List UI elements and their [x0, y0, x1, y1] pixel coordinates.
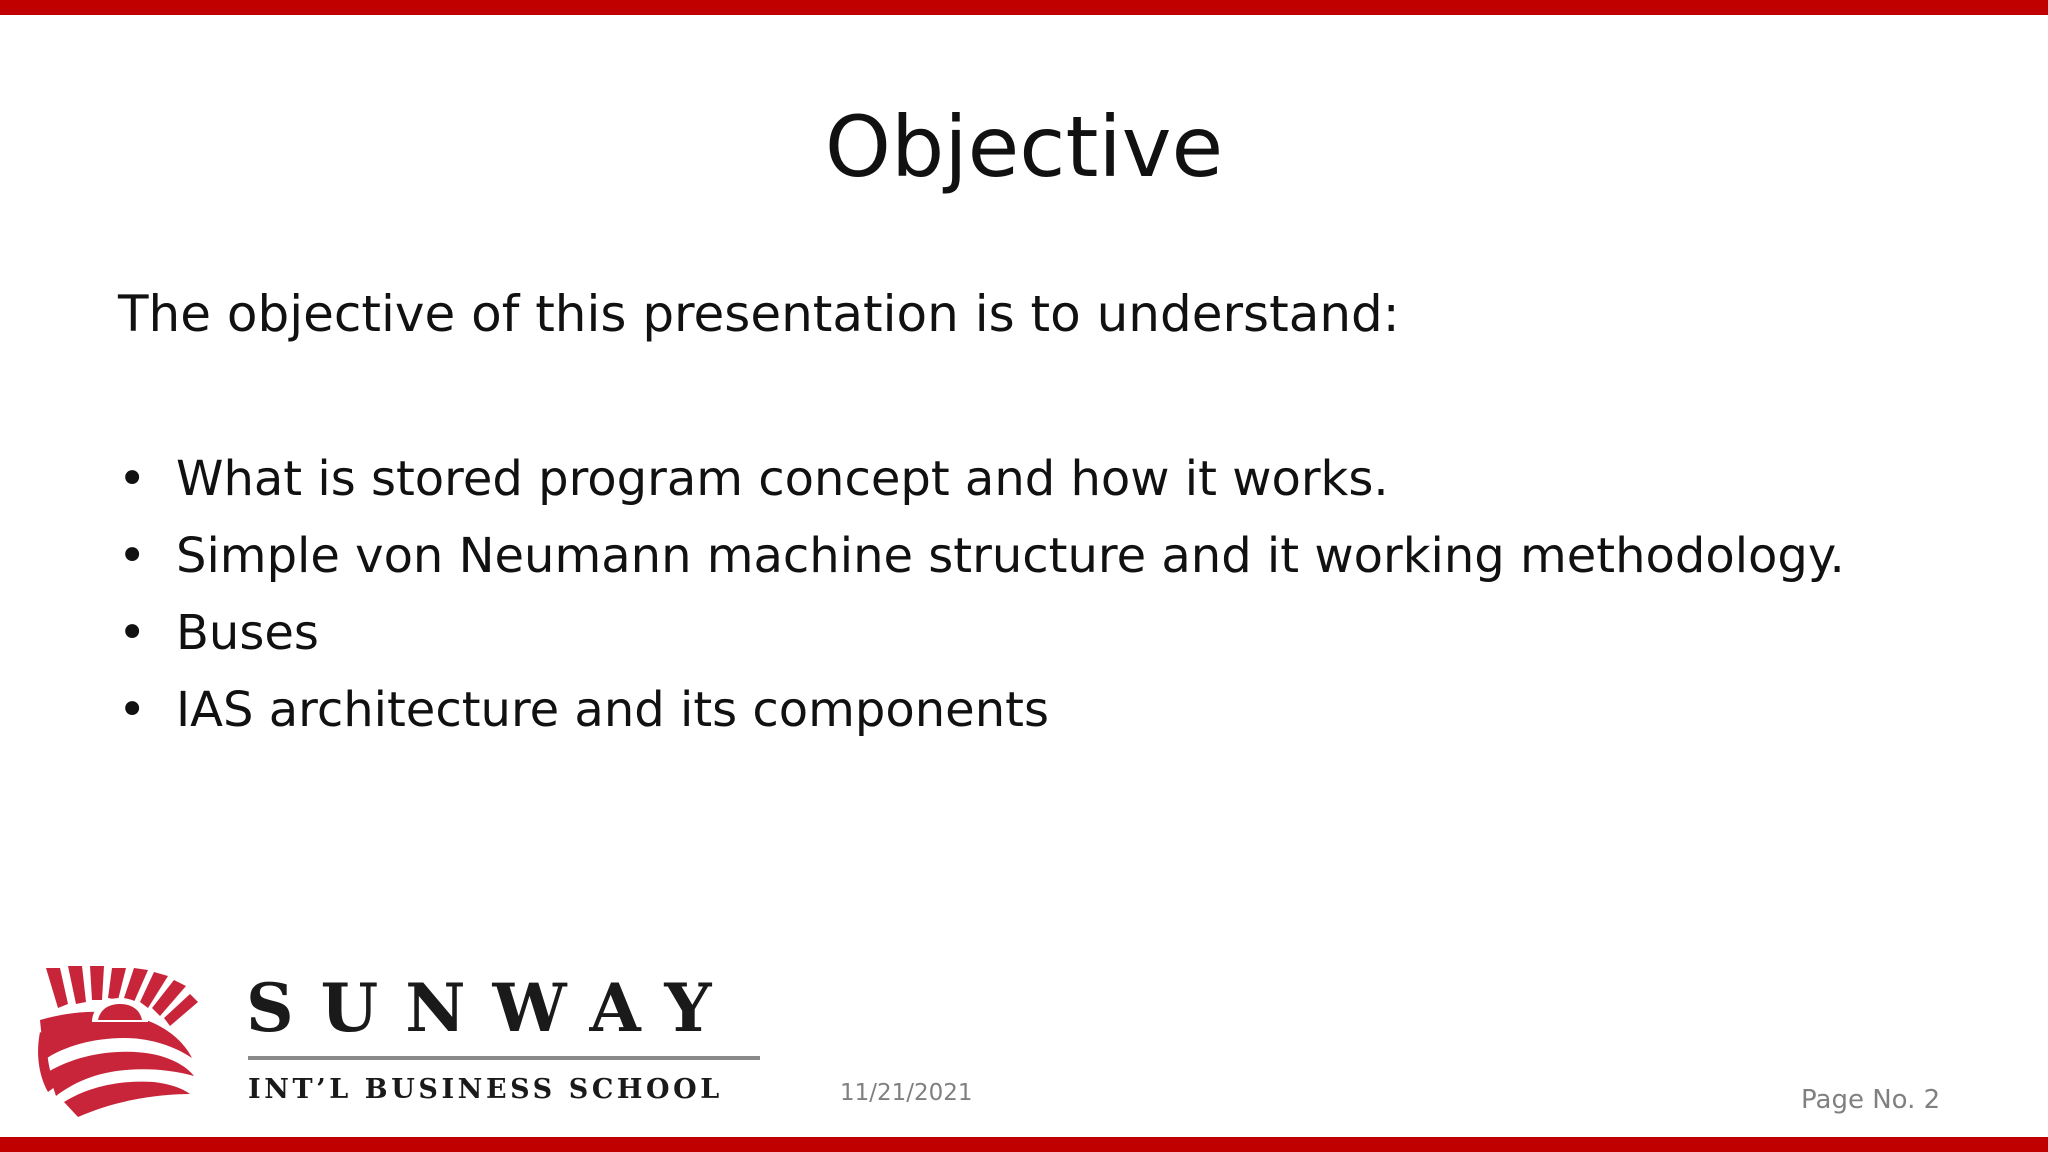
bullet-marker: •	[118, 605, 147, 661]
logo-wordmark: SUNWAY	[246, 969, 739, 1047]
bottom-accent-bar	[0, 1137, 2048, 1152]
bullet-marker: •	[118, 682, 147, 738]
bullet-text: What is stored program concept and how it works.	[176, 451, 1389, 507]
slide-date: 11/21/2021	[840, 1080, 973, 1106]
logo-divider	[248, 1056, 760, 1060]
sunway-sun-logo-icon	[34, 962, 204, 1117]
bullet-text: IAS architecture and its components	[176, 682, 1049, 738]
slide-intro: The objective of this presentation is to understand:	[118, 285, 1400, 343]
page-number: Page No. 2	[1801, 1085, 1941, 1115]
bullet-text: Simple von Neumann machine structure and it working methodology.	[176, 528, 1845, 584]
bullet-marker: •	[118, 451, 147, 507]
top-accent-bar	[0, 0, 2048, 15]
slide-title: Objective	[824, 98, 1224, 196]
sunway-logo	[34, 962, 774, 1122]
logo-subtitle: INT’L BUSINESS SCHOOL	[248, 1074, 723, 1105]
bullet-marker: •	[118, 528, 147, 584]
bullet-text: Buses	[176, 605, 319, 661]
